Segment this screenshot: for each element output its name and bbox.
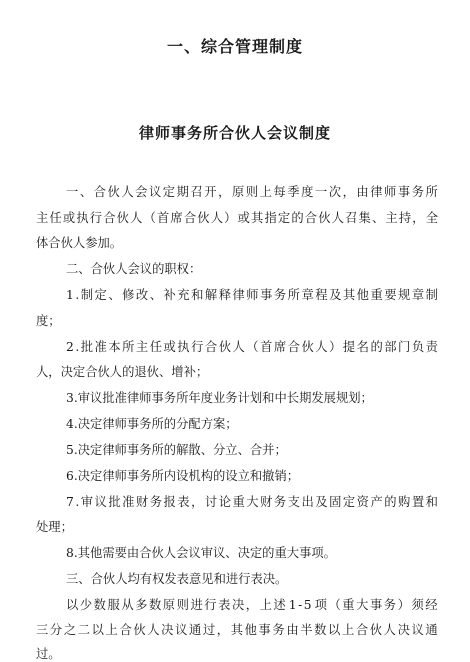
line-character: 数 — [148, 598, 162, 612]
line-character: 论 — [218, 495, 231, 509]
line-character: 、 — [371, 211, 385, 225]
line-character: 责 — [425, 340, 438, 354]
paragraph-line — [66, 494, 438, 510]
line-character: 出 — [301, 495, 314, 509]
line-character: 定 — [94, 288, 107, 302]
line-character: 召 — [345, 211, 358, 225]
paragraph-line: 处理； — [36, 520, 73, 534]
line-character: ， — [216, 623, 230, 637]
line-character: 表 — [177, 495, 190, 509]
line-character: 以 — [328, 623, 341, 637]
line-character: 述 — [273, 598, 286, 612]
line-character: 通 — [188, 623, 202, 637]
line-character: 每 — [273, 185, 286, 199]
line-character: 律 — [232, 288, 245, 302]
line-character: 议 — [94, 495, 107, 509]
line-character: 伙 — [369, 623, 383, 637]
line-character: 上 — [259, 185, 272, 199]
line-character: 补 — [163, 288, 176, 302]
section-title: 一、综合管理制度 — [166, 37, 303, 56]
line-character: 产 — [370, 495, 383, 509]
line-character: 合 — [287, 340, 300, 354]
paragraph-line: 过。 — [36, 647, 61, 661]
line-character: 人 — [383, 623, 396, 637]
line-character: 定 — [277, 211, 291, 225]
line-character: 决 — [231, 598, 245, 612]
line-character: 进 — [190, 598, 203, 612]
line-character: 过 — [202, 623, 216, 637]
line-character: . — [75, 288, 80, 302]
line-character: 及 — [329, 288, 342, 302]
paragraph-line — [36, 210, 438, 226]
line-character: 表 — [218, 598, 231, 612]
line-character: 和 — [425, 495, 438, 509]
line-character: 人 — [331, 211, 344, 225]
line-character: 持 — [398, 211, 412, 225]
line-character: 事 — [397, 185, 411, 199]
line-character: 2 — [66, 340, 74, 354]
line-character: ， — [412, 211, 425, 225]
line-character: 席 — [273, 340, 287, 354]
line-character: ， — [191, 495, 204, 509]
line-character: 事 — [260, 288, 273, 302]
line-character: 期 — [176, 185, 189, 199]
line-character: . — [75, 340, 80, 354]
line-character: 的 — [291, 211, 304, 225]
line-character: 原 — [231, 185, 245, 199]
line-character: 释 — [218, 288, 231, 302]
line-character: 会 — [135, 185, 148, 199]
line-character: 人 — [210, 211, 223, 225]
line-character: 或 — [163, 340, 176, 354]
line-character: 上 — [259, 598, 272, 612]
line-character: 合 — [119, 623, 132, 637]
line-character: 伙 — [133, 623, 146, 637]
line-character: 伙 — [218, 340, 231, 354]
paragraph-line: 人，决定合伙人的退伙、增补； — [36, 365, 209, 379]
line-character: 5 — [303, 598, 312, 612]
line-character: 分 — [49, 623, 63, 637]
line-character: 事 — [369, 598, 383, 612]
line-character: ， — [245, 598, 259, 612]
line-character: 制 — [425, 288, 438, 302]
line-character: 上 — [105, 623, 118, 637]
line-character: 项 — [314, 598, 327, 612]
paragraph-line: 4.决定律师事务所的分配方案； — [66, 417, 238, 431]
document-title: 律师事务所合伙人会议制度 — [138, 124, 331, 142]
line-character: 首 — [156, 211, 170, 225]
line-character: 次 — [328, 185, 342, 199]
line-character: 则 — [245, 185, 259, 199]
line-character: 经 — [425, 598, 438, 612]
line-character: 审 — [80, 495, 94, 509]
line-character: （ — [246, 340, 259, 354]
line-character: 程 — [315, 288, 328, 302]
line-character: 的 — [370, 340, 383, 354]
line-character: 集 — [358, 211, 371, 225]
line-character: 数 — [93, 598, 106, 612]
line-character: 定 — [342, 495, 356, 509]
line-character: 执 — [76, 211, 89, 225]
line-character: 合 — [103, 211, 116, 225]
line-character: 主 — [135, 340, 149, 354]
paragraph-line: 三、合伙人均有权发表意见和进行表决。 — [66, 572, 288, 586]
line-character: 上 — [341, 623, 355, 637]
line-character: 季 — [287, 185, 300, 199]
line-character: 二 — [77, 623, 91, 637]
line-character: 讨 — [204, 495, 218, 509]
line-character: 须 — [411, 598, 424, 612]
line-character: 人 — [147, 623, 160, 637]
paragraph-line — [66, 339, 438, 355]
line-character: 大 — [246, 495, 259, 509]
line-character: 务 — [272, 623, 285, 637]
line-character: 充 — [177, 288, 190, 302]
line-character: 律 — [370, 185, 383, 199]
line-character: 主 — [385, 211, 398, 225]
line-character: 由 — [286, 623, 299, 637]
line-character: 行 — [191, 340, 204, 354]
line-character: 一 — [314, 185, 328, 199]
line-character: 议 — [148, 185, 162, 199]
line-character: ） — [224, 211, 237, 225]
line-character: 任 — [149, 340, 163, 354]
paragraph-line — [36, 622, 438, 638]
line-character: 购 — [398, 495, 411, 509]
line-character: 和 — [191, 288, 204, 302]
line-character: 席 — [170, 211, 183, 225]
line-character: 行 — [89, 211, 103, 225]
line-character: ， — [218, 185, 231, 199]
line-character: 及 — [315, 495, 328, 509]
line-character: 所 — [287, 288, 300, 302]
line-character: 人 — [315, 340, 328, 354]
line-character: 章 — [411, 288, 425, 302]
line-character: 7 — [66, 495, 74, 509]
line-character: 解 — [204, 288, 218, 302]
line-character: 指 — [264, 211, 277, 225]
paragraph-line — [66, 184, 438, 200]
line-character: 决 — [397, 623, 410, 637]
line-character: 合 — [355, 623, 369, 637]
line-character: 置 — [411, 495, 425, 509]
line-character: 务 — [149, 495, 163, 509]
line-character: . — [75, 495, 80, 509]
line-character: 大 — [356, 598, 369, 612]
line-character: 其 — [230, 623, 243, 637]
line-character: 财 — [135, 495, 149, 509]
line-character: 议 — [175, 623, 188, 637]
line-character: 负 — [411, 340, 425, 354]
line-character: 、 — [79, 185, 93, 199]
line-character: 、 — [149, 288, 163, 302]
line-character: （ — [143, 211, 156, 225]
line-character: 务 — [411, 185, 425, 199]
line-character: 务 — [273, 495, 287, 509]
line-character: （ — [328, 598, 341, 612]
line-character: 伙 — [116, 211, 129, 225]
line-character: 规 — [398, 288, 411, 302]
line-character: 门 — [398, 340, 411, 354]
line-character: 所 — [425, 185, 438, 199]
line-character: 师 — [246, 288, 259, 302]
line-character: 少 — [79, 598, 93, 612]
line-character: 首 — [260, 340, 273, 354]
line-character: 伙 — [318, 211, 331, 225]
line-character: 支 — [287, 495, 300, 509]
line-character: 则 — [176, 598, 189, 612]
line-character: 名 — [356, 340, 369, 354]
paragraph-line — [66, 287, 438, 303]
line-character: 决 — [161, 623, 174, 637]
line-character: 伙 — [107, 185, 120, 199]
paragraph-line: 度； — [36, 314, 61, 328]
line-character: 之 — [63, 623, 77, 637]
line-character: 全 — [425, 211, 438, 225]
line-character: 开 — [204, 185, 217, 199]
line-character: 以 — [91, 623, 104, 637]
line-character: 本 — [108, 340, 121, 354]
line-character: 合 — [304, 211, 318, 225]
line-character: 资 — [356, 495, 369, 509]
paragraph-line: 体合伙人参加。 — [36, 236, 123, 250]
line-character: 1 — [66, 288, 74, 302]
line-character: 合 — [204, 340, 218, 354]
line-character: 的 — [384, 495, 397, 509]
paragraph-line — [66, 597, 438, 613]
line-character: 他 — [356, 288, 369, 302]
line-character: 批 — [108, 495, 121, 509]
line-character: 提 — [342, 340, 356, 354]
line-character: 定 — [162, 185, 176, 199]
line-character: ， — [342, 185, 355, 199]
line-character: 以 — [66, 598, 79, 612]
line-character: ） — [397, 598, 410, 612]
line-character: 主 — [36, 211, 49, 225]
line-character: 多 — [135, 598, 148, 612]
line-character: 重 — [232, 495, 245, 509]
line-character: 由 — [356, 185, 369, 199]
line-character: 务 — [273, 288, 287, 302]
line-character: 执 — [177, 340, 190, 354]
paragraph-line: 3.审议批准律师事务所年度业务计划和中长期发展规划； — [66, 391, 373, 405]
line-character: 重 — [370, 288, 383, 302]
line-character: 他 — [244, 623, 257, 637]
line-character: 伙 — [301, 340, 314, 354]
line-character: 人 — [121, 185, 134, 199]
line-character: 或 — [62, 211, 76, 225]
line-character: 人 — [232, 340, 245, 354]
line-character: 准 — [122, 495, 135, 509]
line-character: 行 — [204, 598, 217, 612]
line-character: 其 — [251, 211, 264, 225]
line-character: 改 — [135, 288, 149, 302]
line-character: 合 — [183, 211, 197, 225]
line-character: 要 — [384, 288, 397, 302]
line-character: 数 — [314, 623, 327, 637]
line-character: 度 — [301, 185, 314, 199]
line-character: 所 — [122, 340, 135, 354]
line-character: 批 — [80, 340, 94, 354]
line-character: 通 — [425, 623, 438, 637]
line-character: 伙 — [197, 211, 210, 225]
line-character: 修 — [122, 288, 135, 302]
line-character: 制 — [80, 288, 94, 302]
line-character: 准 — [94, 340, 107, 354]
line-character: 一 — [66, 185, 79, 199]
line-character: 或 — [237, 211, 250, 225]
line-character: 财 — [260, 495, 273, 509]
line-character: 师 — [384, 185, 397, 199]
line-character: 服 — [107, 598, 120, 612]
line-character: 报 — [163, 495, 176, 509]
line-character: 原 — [162, 598, 176, 612]
line-character: 务 — [383, 598, 397, 612]
line-character: 人 — [130, 211, 143, 225]
line-character: - — [298, 598, 303, 612]
line-character: 1 — [288, 598, 297, 612]
line-character: 任 — [49, 211, 62, 225]
paragraph-line: 二、合伙人会议的职权： — [66, 262, 202, 276]
paragraph-line: 6.决定律师事务所内设机构的设立和撤销； — [66, 469, 300, 483]
line-character: 章 — [301, 288, 314, 302]
line-character: 召 — [190, 185, 203, 199]
paragraph-line: 5.决定律师事务所的解散、分立、合并； — [66, 443, 287, 457]
line-character: 合 — [93, 185, 106, 199]
line-character: 重 — [342, 598, 355, 612]
line-character: 事 — [258, 623, 271, 637]
line-character: 其 — [342, 288, 356, 302]
paragraph-line: 8.其他需要由合伙人会议审议、决定的重大事项。 — [66, 546, 336, 560]
line-character: 三 — [36, 623, 49, 637]
line-character: ） — [329, 340, 342, 354]
line-character: 半 — [300, 623, 313, 637]
line-character: 部 — [384, 340, 397, 354]
line-character: 议 — [411, 623, 424, 637]
line-character: 、 — [108, 288, 121, 302]
line-character: 固 — [329, 495, 342, 509]
line-character: 从 — [121, 598, 134, 612]
